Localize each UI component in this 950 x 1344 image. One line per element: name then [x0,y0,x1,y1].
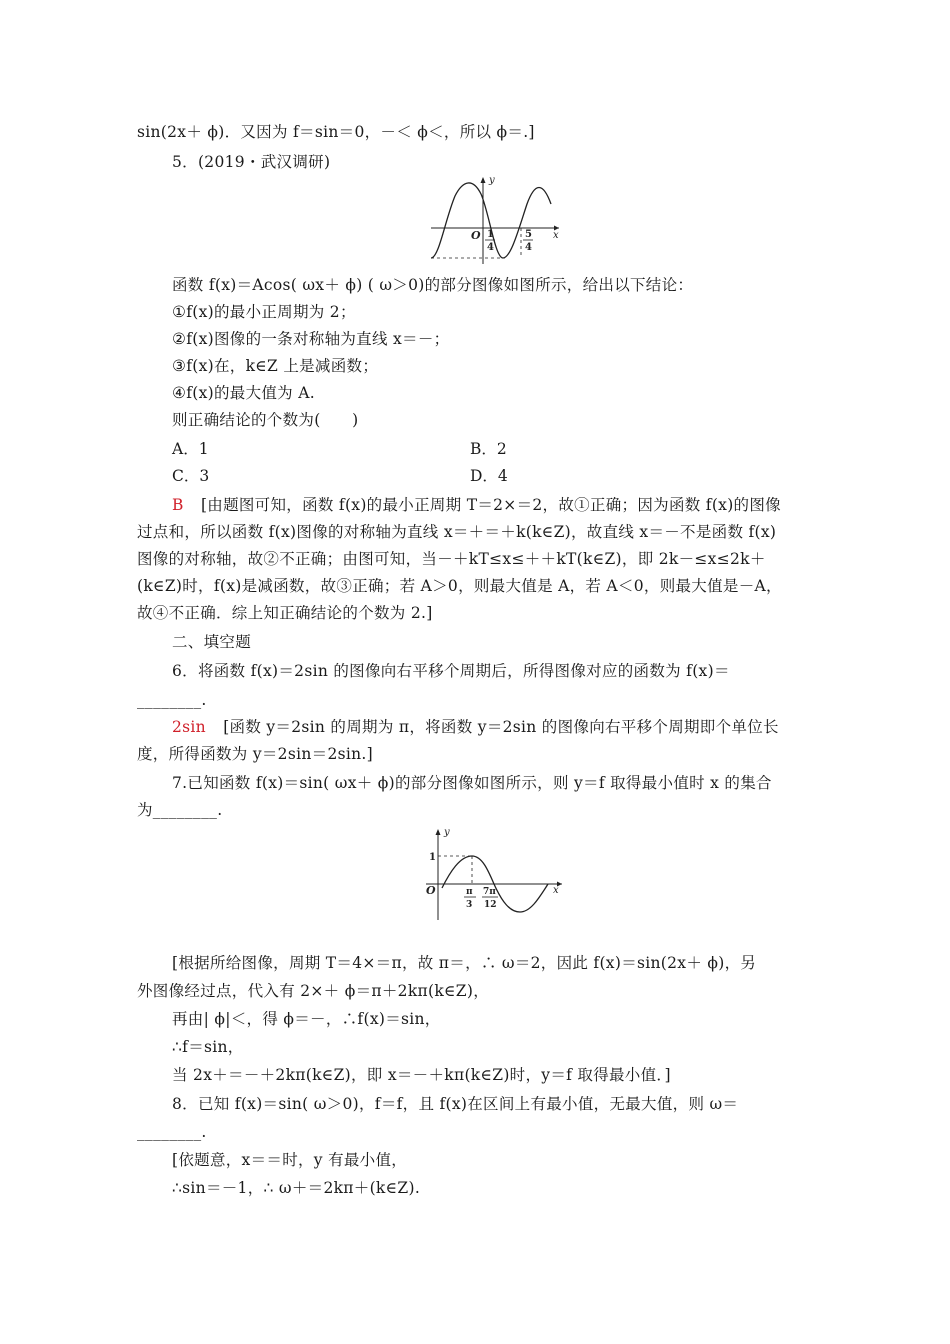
text-line: ∴f＝sin， [172,1038,244,1056]
question-5-header: 5．(2019・武汉调研) [172,153,331,171]
answer-text: [函数 y＝2sin 的周期为 π，将函数 y＝2sin 的图像向右平移个周期即个单位长 [223,718,779,736]
text-line: (k∈Z)时，f(x)是减函数，故③正确；若 A＞0，则最大值是 A，若 A＜0，则最大值是－A， [137,577,782,595]
text-line: 度，所得函数为 y＝2sin＝2sin.] [137,745,373,763]
tick-label: 1 [429,852,436,863]
tick-label: 3 [466,900,473,910]
answer-blank: ________. [137,1123,207,1141]
question-stem: 则正确结论的个数为( ) [172,411,359,429]
answer-line [172,717,817,737]
question-7: 7.已知函数 f(x)＝sin( ωx＋ ϕ)的部分图像如图所示，则 y＝f 取得最小值时 x 的集合 [172,774,772,792]
conclusion-2: ②f(x)图像的一条对称轴为直线 x＝－； [172,330,450,348]
tick-label: 4 [525,242,532,253]
y-axis-label: y [444,827,450,838]
text-line: 当 2x＋＝－＋2kπ(k∈Z)，即 x＝－＋kπ(k∈Z)时，y＝f 取得最小值．] [172,1066,671,1084]
answer-text: [根据所给图像，周期 T＝4×＝π，故 π＝，∴ ω＝2，因此 f(x)＝sin(2x＋ ϕ)，另 [172,954,757,972]
text-line: 过点和，所以函数 f(x)图像的对称轴为直线 x＝＋＝＋k(k∈Z)，故直线 x＝－不是函数 f(x) [137,523,777,541]
answer-blank: 为________. [137,801,223,819]
conclusion-3: ③f(x)在，k∈Z 上是减函数； [172,357,379,375]
tick-label: 12 [484,900,497,910]
option-b: B．2 [470,440,507,458]
tick-label: 7π [483,887,496,897]
text-line: sin(2x＋ ϕ)．又因为 f＝sin＝0，－＜ ϕ＜，所以 ϕ＝.] [137,123,535,141]
question-8: 8．已知 f(x)＝sin( ω＞0)，f＝f，且 f(x)在区间上有最小值，无最大值，则 ω＝ [172,1095,739,1113]
answer-key: B [172,496,184,514]
text-line: 故④不正确．综上知正确结论的个数为 2.] [137,604,433,622]
option-d: D．4 [470,467,508,485]
conclusion-1: ①f(x)的最小正周期为 2； [172,303,356,321]
text-line: 函数 f(x)＝Acos( ωx＋ ϕ) ( ω＞0)的部分图像如图所示，给出以下结论： [172,276,694,294]
tick-label: 4 [487,242,494,253]
tick-label: 1 [487,229,494,240]
x-axis-label: x [553,230,559,241]
answer-text: [依题意，x＝＝时，y 有最小值， [172,1151,408,1169]
figure-1-cosine-graph [425,174,565,266]
answer-text: [由题图可知，函数 f(x)的最小正周期 T＝2×＝2，故①正确；因为函数 f(x)的图像 [200,496,781,514]
y-axis-label: y [489,175,495,186]
tick-label: π [466,887,473,897]
figure-2-sine-graph [420,826,570,922]
text-line: ∴sin＝－1，∴ ω＋＝2kπ＋(k∈Z). [172,1179,421,1197]
answer-blank: ________. [137,691,207,709]
conclusion-4: ④f(x)的最大值为 A. [172,384,315,402]
answer-key: 2sin [172,718,206,736]
section-heading: 二、填空题 [172,633,252,651]
text-line: 图像的对称轴，故②不正确；由图可知，当－＋kT≤x≤＋＋kT(k∈Z)，即 2k－≤x≤2k＋ [137,550,766,568]
text-line: 再由| ϕ|＜，得 ϕ＝－，∴f(x)＝sin， [172,1010,441,1028]
answer-line [172,495,817,515]
origin-label: O [471,229,481,242]
tick-label: 5 [525,229,532,240]
option-a: A．1 [172,440,209,458]
question-6: 6．将函数 f(x)＝2sin 的图像向右平移个周期后，所得图像对应的函数为 f(x)＝ [172,662,730,680]
text-line: 外图像经过点，代入有 2×＋ ϕ＝π＋2kπ(k∈Z)， [137,982,490,1000]
x-axis-label: x [553,885,559,896]
origin-label: O [426,884,436,897]
option-c: C．3 [172,467,210,485]
